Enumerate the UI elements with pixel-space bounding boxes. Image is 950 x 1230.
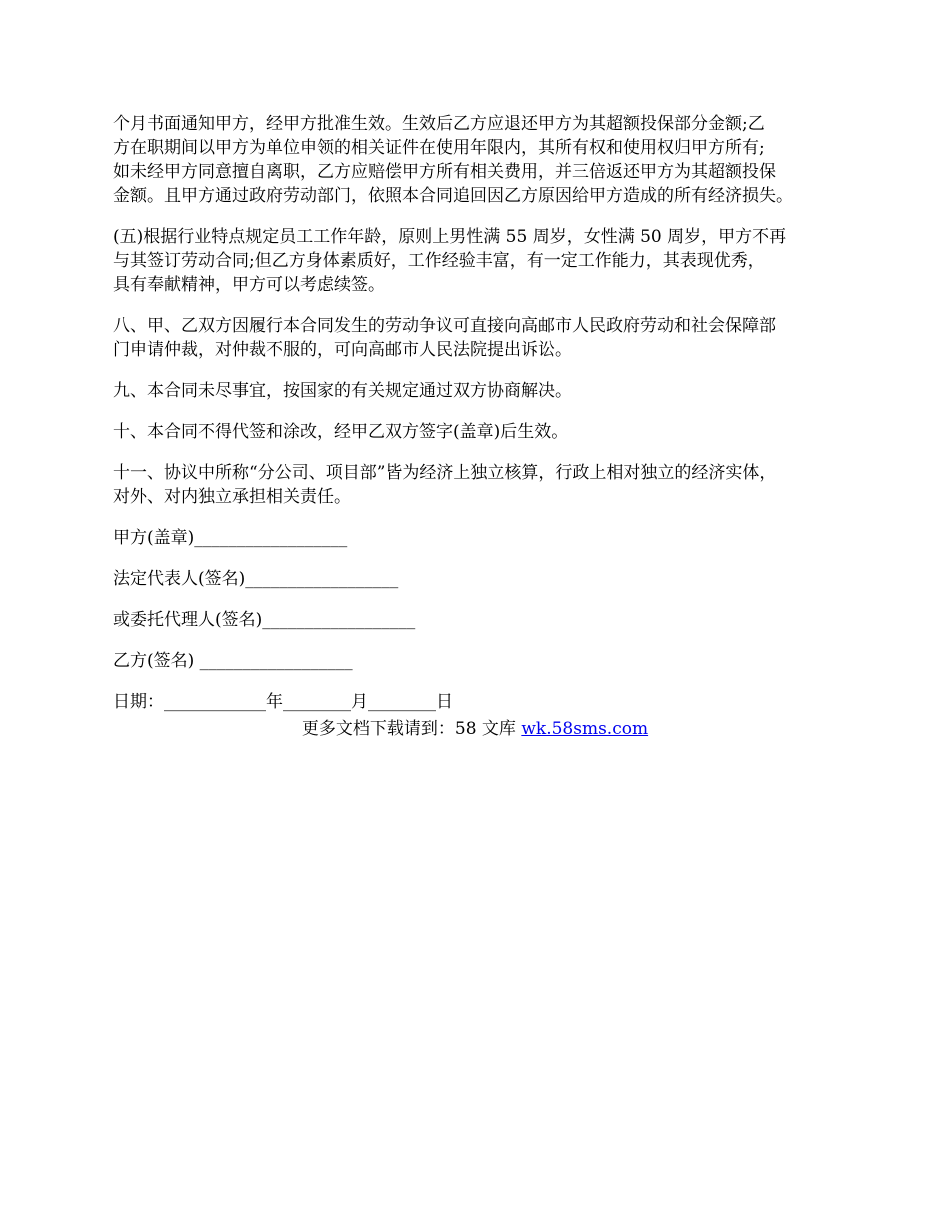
text-line: 十、本合同不得代签和涂改，经甲乙双方签字(盖章)后生效。 [113, 422, 569, 442]
agent-signature-line: 或委托代理人(签名)__________________ [113, 610, 416, 630]
document-page [113, 112, 853, 731]
text-line: 金额。且甲方通过政府劳动部门，依照本合同追回因乙方原因给甲方造成的所有经济损失。 [113, 186, 793, 206]
paragraph-age-limit [113, 225, 853, 297]
party-b-signature-line: 乙方(签名) __________________ [113, 651, 353, 671]
text-line: 八、甲、乙双方因履行本合同发生的劳动争议可直接向高邮市人民政府劳动和社会保障部 [113, 316, 776, 336]
paragraph-clause-11 [113, 461, 853, 509]
paragraph-resignation-terms [113, 112, 853, 208]
text-line: 对外、对内独立承担相关责任。 [113, 487, 351, 507]
footer-text: 更多文档下载请到：58 文库 [301, 719, 522, 739]
text-line: 如未经甲方同意擅自离职，乙方应赔偿甲方所有相关费用，并三倍返还甲方为其超额投保 [113, 162, 776, 182]
party-a-signature-line: 甲方(盖章)__________________ [113, 528, 348, 548]
legal-representative-signature-line: 法定代表人(签名)__________________ [113, 569, 399, 589]
text-line: 具有奉献精神，甲方可以考虑续签。 [113, 275, 385, 295]
footer [0, 717, 950, 741]
text-line: 九、本合同未尽事宜，按国家的有关规定通过双方协商解决。 [113, 381, 572, 401]
paragraph-clause-9 [113, 379, 853, 403]
text-line: (五)根据行业特点规定员工工作年龄，原则上男性满 55 周岁，女性满 50 周岁，甲方不再 [113, 227, 787, 247]
date-line: 日期：____________年________月________日 [113, 692, 453, 712]
text-line: 个月书面通知甲方，经甲方批准生效。生效后乙方应退还甲方为其超额投保部分金额;乙 [113, 114, 765, 134]
text-line: 门申请仲裁，对仲裁不服的，可向高邮市人民法院提出诉讼。 [113, 340, 572, 360]
footer-link[interactable]: wk.58sms.com [521, 719, 649, 739]
text-line: 与其签订劳动合同;但乙方身体素质好，工作经验丰富，有一定工作能力，其表现优秀， [113, 251, 765, 271]
paragraph-clause-8 [113, 314, 853, 362]
text-line: 十一、协议中所称“分公司、项目部”皆为经济上独立核算，行政上相对独立的经济实体， [113, 463, 777, 483]
text-line: 方在职期间以甲方为单位申领的相关证件在使用年限内，其所有权和使用权归甲方所有; [113, 138, 765, 158]
paragraph-clause-10 [113, 420, 853, 444]
